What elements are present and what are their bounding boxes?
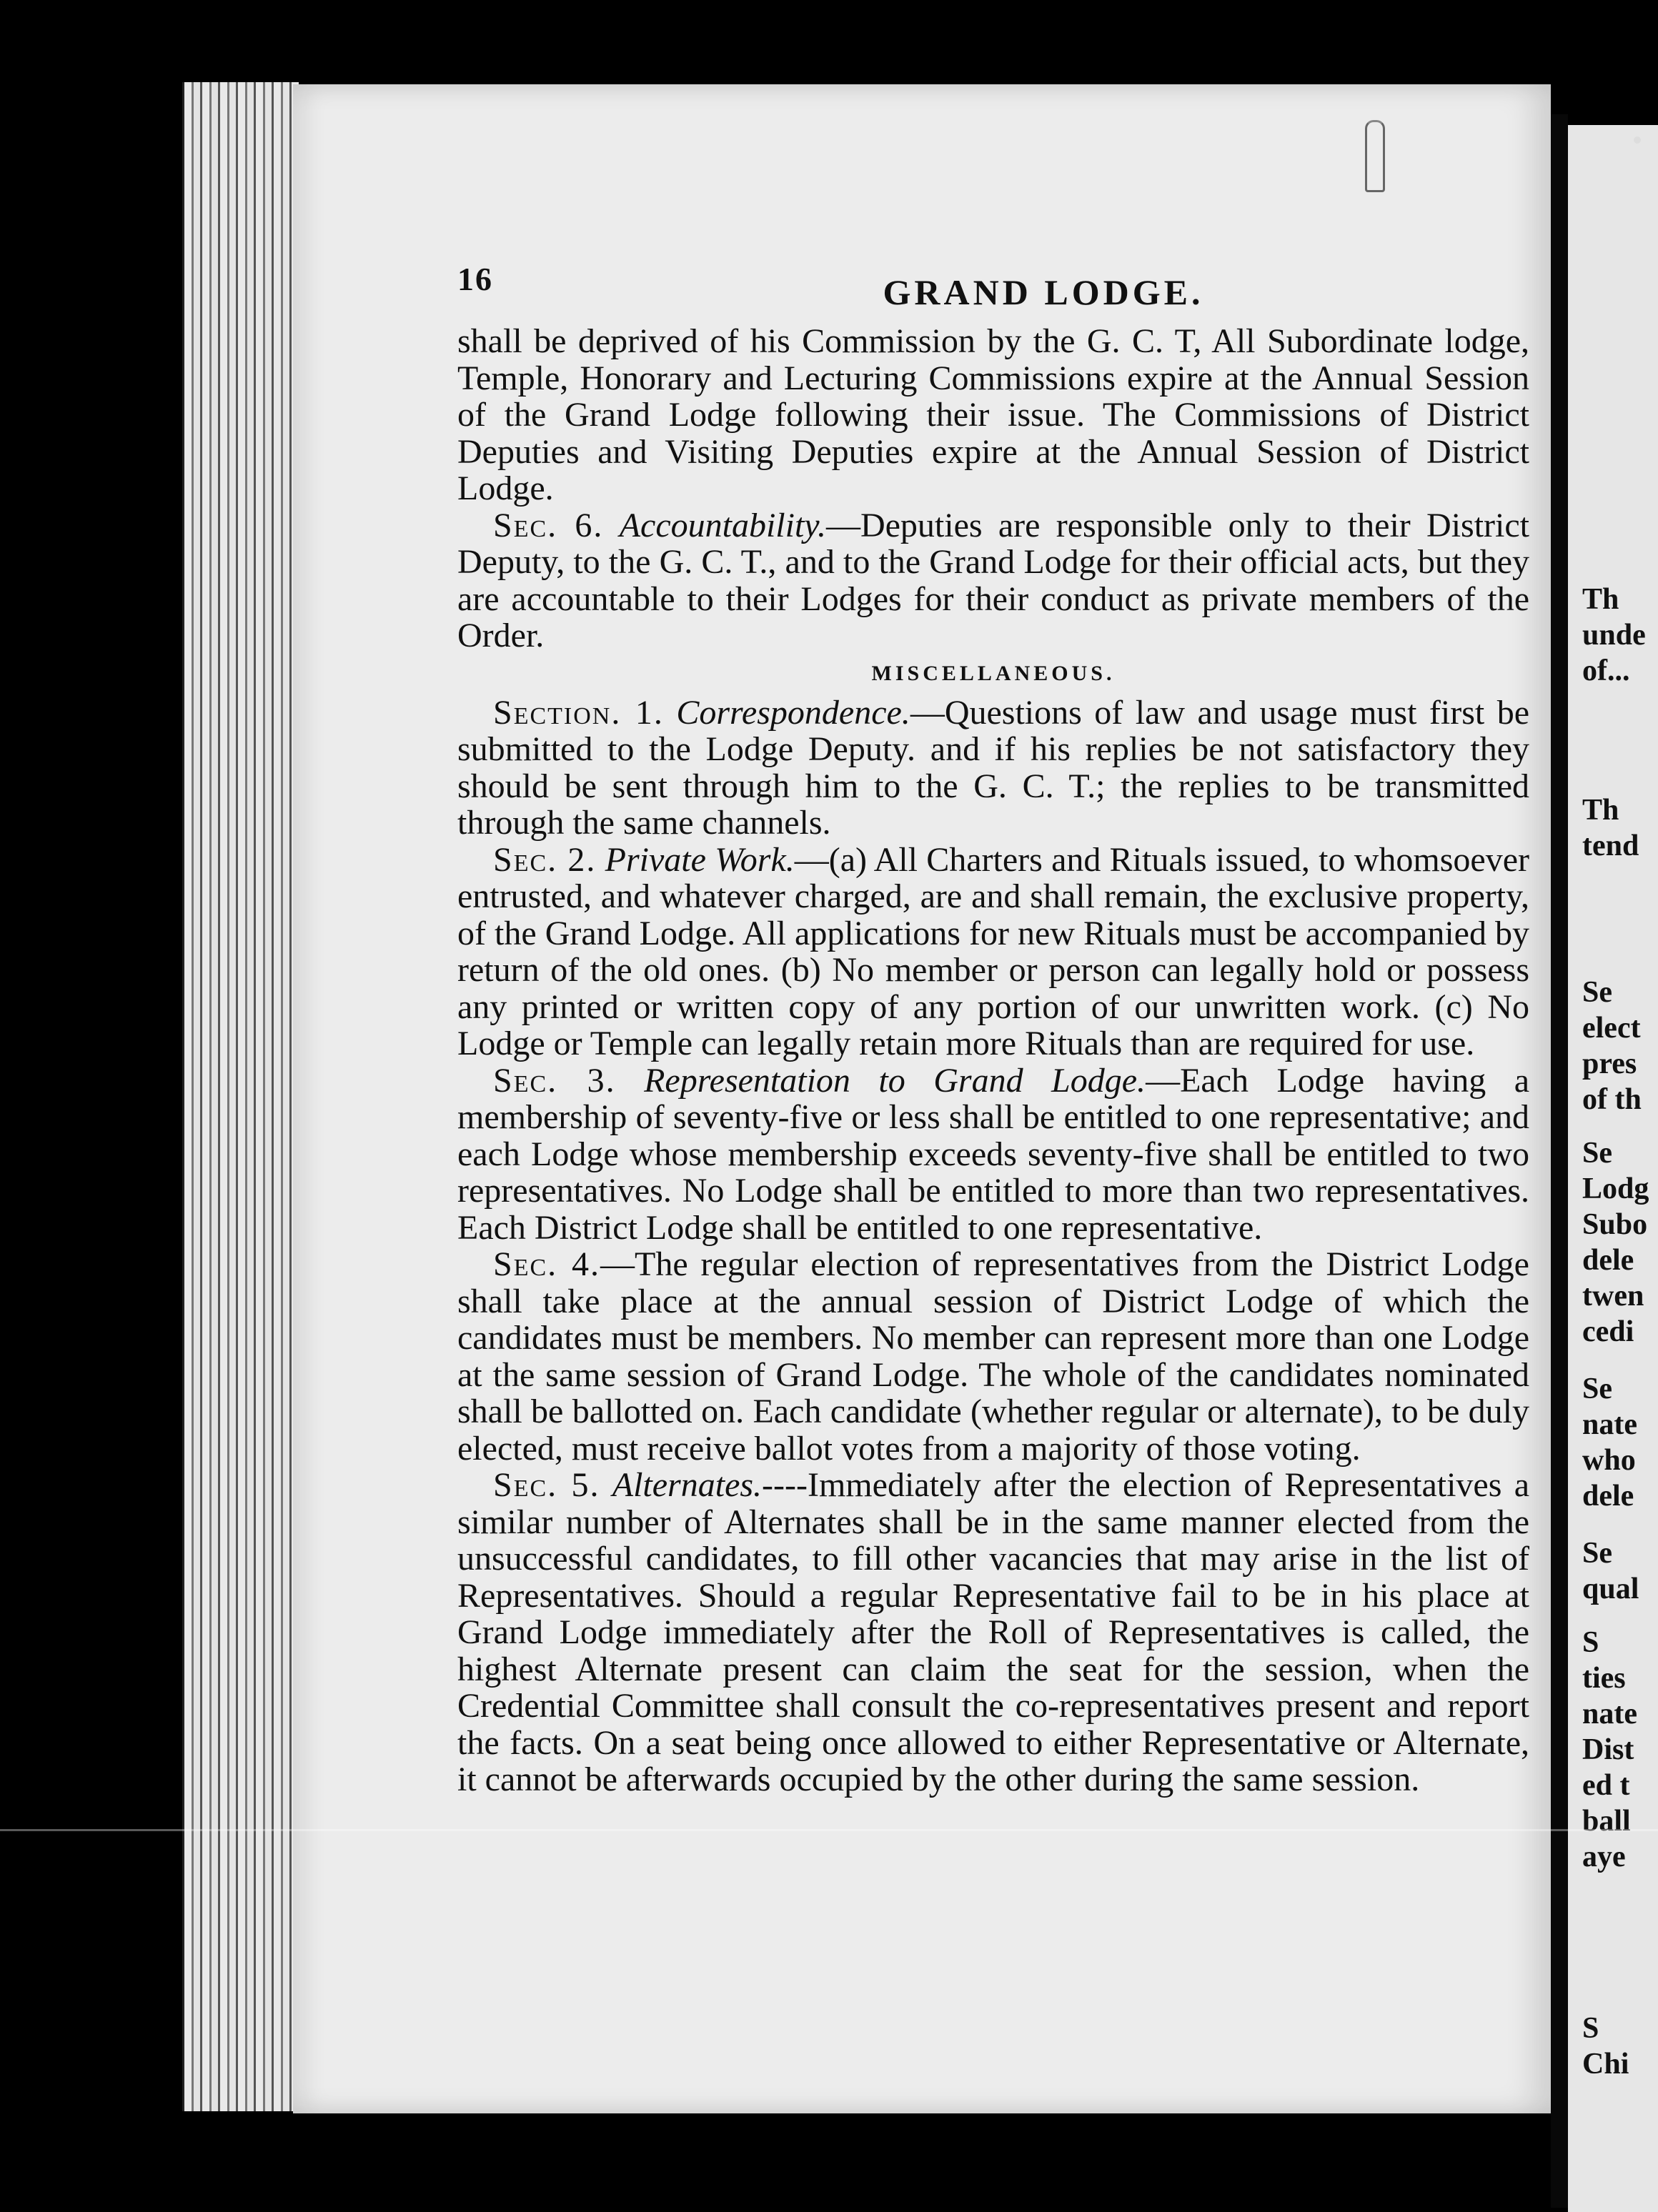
adjacent-fragment: Subo: [1582, 1208, 1648, 1241]
page-edges: [182, 82, 299, 2111]
paragraph-text: —Each Lodge having a membership of seventy-five or less shall be entitled to one representative; and each Lodge whose membership exceeds seventy-five shall be entitled to two representatives. No Lodge shall be entitled to more than two representatives. Each District Lodge shall be entitled to one representative.: [457, 1061, 1530, 1247]
adjacent-fragment: twen: [1582, 1280, 1644, 1312]
section-heading: Private Work.: [605, 840, 795, 879]
section-heading: Accountability.: [619, 506, 826, 544]
adjacent-page: [1568, 125, 1658, 2212]
paragraph: [457, 1246, 1529, 1467]
adjacent-fragment: who: [1582, 1444, 1636, 1477]
paragraph: [457, 842, 1529, 1062]
adjacent-fragment: Lodg: [1582, 1172, 1649, 1205]
adjacent-fragment: Se: [1582, 1537, 1612, 1570]
paragraph-text: —Questions of law and usage must first be submitted to the Lodge Deputy. and if his replies be not satisfactory they should be sent through him to the G. C. T.; the replies to be transmitted through the same channels.: [457, 693, 1530, 842]
section-heading: Alternates.: [612, 1466, 763, 1504]
adjacent-fragment: ties: [1582, 1662, 1626, 1695]
adjacent-fragment: cedi: [1582, 1315, 1634, 1348]
adjacent-fragment: qual: [1582, 1573, 1639, 1605]
page-number: 16: [457, 261, 493, 297]
adjacent-fragment: dele: [1582, 1480, 1634, 1513]
section-label: Sec. 2.: [493, 840, 597, 879]
adjacent-fragment: nate: [1582, 1408, 1637, 1441]
section-heading: Correspondence.: [676, 693, 910, 732]
section-heading: Representation to Grand Lodge.: [644, 1061, 1146, 1100]
section-label: Section. 1.: [493, 693, 664, 732]
paragraph-text: ----Immediately after the election of Representatives a similar number of Alternates shall be in the same manner elected from the unsuccessful candidates, to fill other vacancies that may arise in the list of Representatives. Should a regular Representative fail to be in his place at Grand Lodge immediately after the Roll of Representatives is called, the highest Alternate present can claim the seat for the session, when the Credential Committee shall consult the co-representatives present and report the facts. On a seat being once allowed to either Representative or Alternate, it cannot be afterwards occupied by the other during the same session.: [457, 1466, 1529, 1798]
section-label: Sec. 4.: [493, 1245, 601, 1283]
running-head: GRAND LODGE.: [883, 272, 1204, 312]
adjacent-fragment: aye: [1582, 1840, 1626, 1873]
adjacent-fragment: nate: [1582, 1698, 1637, 1730]
paragraph: [457, 507, 1529, 654]
paragraph: [457, 323, 1529, 507]
adjacent-fragment: Th: [1582, 794, 1619, 827]
adjacent-fragment: ball: [1582, 1805, 1631, 1838]
section-label: Sec. 3.: [493, 1061, 616, 1100]
page-header: [457, 243, 1529, 323]
scan-artifact-line: [0, 1829, 1658, 1831]
page-content: [457, 243, 1529, 1798]
paragraph: [457, 694, 1529, 842]
paragraph: [457, 1467, 1529, 1798]
adjacent-fragment: Se: [1582, 1372, 1612, 1405]
section-title: MISCELLANEOUS.: [871, 661, 1116, 685]
adjacent-fragment: S: [1582, 2012, 1599, 2045]
adjacent-fragment: ed t: [1582, 1769, 1630, 1802]
paragraph-text: —(a) All Charters and Rituals issued, to whomsoever entrusted, and whatever charged, are and shall remain, the exclusive property, of the Grand Lodge. All applications for new Rituals must be accompanied by return of the old ones. (b) No member or person can legally hold or possess any printed or written copy of any portion of our unwritten work. (c) No Lodge or Temple can legally retain more Rituals than are required for use.: [457, 840, 1529, 1062]
adjacent-fragment: of th: [1582, 1083, 1642, 1116]
adjacent-fragment: Se: [1582, 1137, 1612, 1170]
adjacent-fragment: of...: [1582, 654, 1630, 687]
adjacent-fragment: Th: [1582, 583, 1619, 616]
adjacent-fragment: Se: [1582, 976, 1612, 1009]
spot-mark: [1634, 136, 1641, 144]
adjacent-fragment: Chi: [1582, 2048, 1629, 2081]
paragraph: [457, 1062, 1529, 1247]
paragraph-text: —The regular election of representatives from the District Lodge shall take place at the annual session of District Lodge of which the candidates must be members. No member can represent more than one Lodge at the same session of Grand Lodge. The whole of the candidates nominated shall be ballotted on. Each candidate (whether regular or alternate), to be duly elected, must receive ballot votes from a majority of those voting.: [457, 1245, 1529, 1468]
adjacent-fragment: dele: [1582, 1244, 1634, 1277]
section-label: Sec. 5.: [493, 1466, 600, 1504]
adjacent-fragment: tend: [1582, 830, 1639, 862]
adjacent-fragment: unde: [1582, 619, 1646, 652]
adjacent-fragment: S: [1582, 1626, 1599, 1659]
adjacent-fragment: Dist: [1582, 1733, 1634, 1766]
paper-clip-mark: [1365, 120, 1385, 192]
book-gutter: [1551, 114, 1568, 2208]
adjacent-fragment: pres: [1582, 1047, 1637, 1080]
paragraph-text: shall be deprived of his Commission by the G. C. T, All Subordinate lodge, Temple, Honorary and Lecturing Commissions expire at the Annual Session of the Grand Lodge following their issue. The Commissions of District Deputies and Visiting Deputies expire at the Annual Session of District Lodge.: [457, 322, 1529, 507]
section-label: Sec. 6.: [493, 506, 604, 544]
paragraph-text: —Deputies are responsible only to their District Deputy, to the G. C. T., and to the Grand Lodge for their official acts, but they are accountable to their Lodges for their conduct as private members of the Order.: [457, 506, 1529, 654]
adjacent-fragment: elect: [1582, 1012, 1641, 1045]
body-text: [457, 323, 1529, 1798]
